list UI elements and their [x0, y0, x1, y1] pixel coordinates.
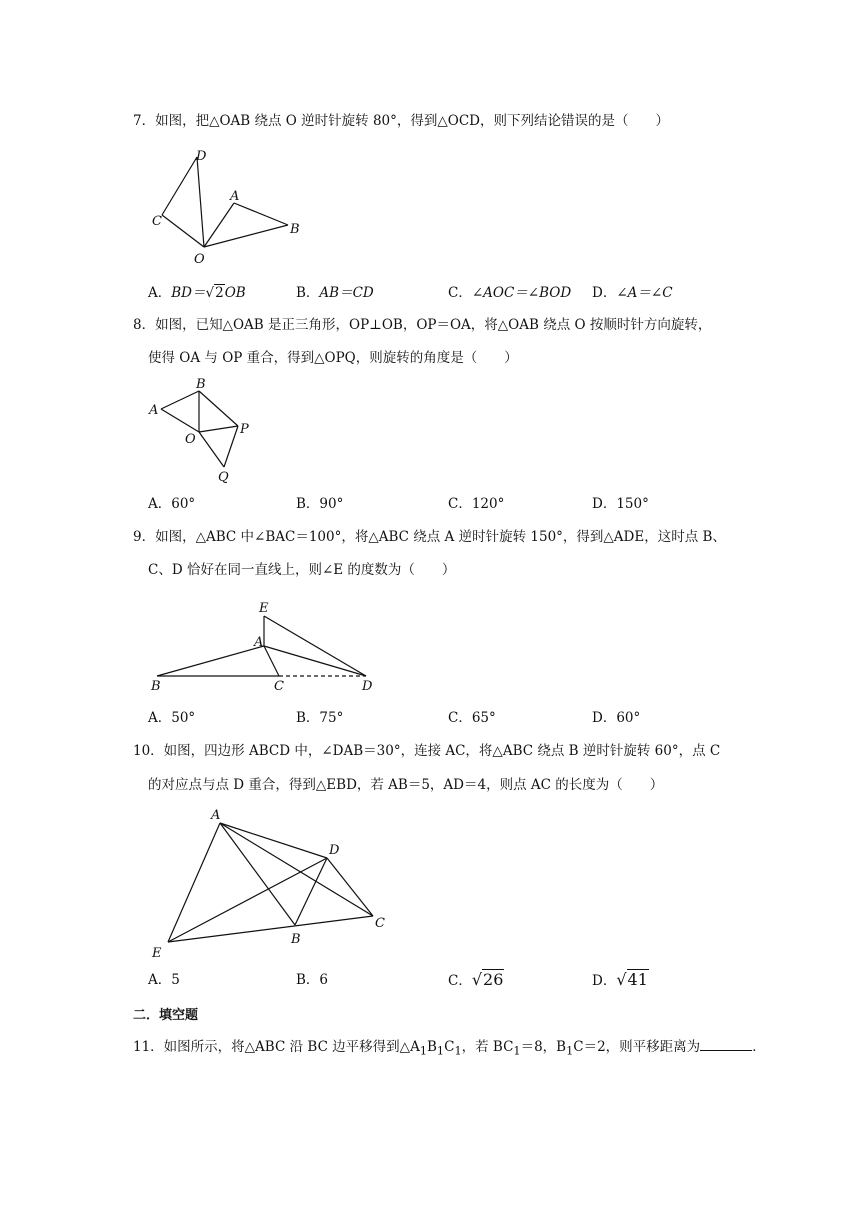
- q7-label-a: A: [230, 189, 240, 204]
- sqrt-icon: √2: [205, 285, 224, 301]
- q8-option-b: [296, 495, 343, 513]
- q11-mid3: ，若 BC: [461, 1039, 514, 1055]
- q9-label-c: C: [274, 679, 284, 694]
- q10-stem-line1: 10．如图，四边形 ABCD 中，∠DAB＝30°，连接 AC，将△ABC 绕点 B 逆时针旋转 60°，点 C: [133, 743, 721, 759]
- q8-option-a-text: 60°: [171, 496, 196, 512]
- q8-stem-line2: 使得 OA 与 OP 重合，得到△OPQ，则旋转的角度是（ ）: [148, 350, 518, 366]
- q9-option-b: [296, 709, 343, 727]
- q10-label-e: E: [152, 946, 162, 961]
- q9-option-d-text: 60°: [616, 710, 641, 726]
- q7-option-c: [448, 284, 571, 302]
- q9-option-c-text: 65°: [471, 710, 496, 726]
- q8-option-b-letter: B．: [296, 496, 320, 512]
- q10-option-c: [448, 971, 504, 990]
- q9-option-b-text: 75°: [319, 710, 344, 726]
- q10-option-d: [592, 971, 649, 990]
- q8-label-a: A: [149, 403, 159, 418]
- section-title: 二．填空题: [133, 1008, 199, 1023]
- q10-stem-line2: 的对应点与点 D 重合，得到△EBD，若 AB＝5，AD＝4，则点 AC 的长度为（ ）: [148, 777, 664, 793]
- q11-end: ．: [752, 1039, 766, 1055]
- q9-option-d: [592, 709, 640, 727]
- q8-option-c-letter: C．: [448, 496, 472, 512]
- q9-stem-line1: 9．如图，△ABC 中∠BAC＝100°，将△ABC 绕点 A 逆时针旋转 150°，得到△ADE，这时点 B、: [133, 529, 726, 545]
- q10-label-b: B: [291, 932, 301, 947]
- q11-sub3: 1: [454, 1044, 462, 1058]
- q8-option-d: [592, 495, 649, 513]
- q10-option-a-letter: A．: [148, 972, 172, 988]
- q7-figure: [145, 145, 315, 274]
- q11-mid4: ＝8，B: [520, 1039, 567, 1055]
- q10-figure: [145, 805, 395, 964]
- q7-stem: 7．如图，把△OAB 绕点 O 逆时针旋转 80°，得到△OCD，则下列结论错误的是（ ）: [133, 113, 669, 129]
- q8-option-a: [148, 495, 195, 513]
- q8-stem-line1: 8．如图，已知△OAB 是正三角形，OP⊥OB，OP＝OA，将△OAB 绕点 O 按顺时针方向旋转，: [133, 317, 712, 333]
- q11-sub1: 1: [419, 1044, 427, 1058]
- answer-blank[interactable]: [700, 1038, 752, 1051]
- q7-option-a-letter: A．: [148, 285, 172, 301]
- q10-label-a: A: [211, 808, 221, 823]
- q9-label-d: D: [362, 679, 373, 694]
- q8-option-c-text: 120°: [471, 496, 505, 512]
- q8-figure: [145, 375, 265, 489]
- q11-sub4: 1: [513, 1044, 521, 1058]
- q9-option-c-letter: C．: [448, 710, 472, 726]
- q10-option-d-radical: 41: [627, 970, 648, 989]
- q11-stem: [133, 1038, 766, 1061]
- q10-option-b-text: 6: [319, 972, 329, 988]
- q7-option-b: [296, 284, 374, 302]
- sqrt-icon: √26: [471, 970, 504, 989]
- q7-label-o: O: [194, 252, 205, 267]
- q8-option-d-letter: D．: [592, 496, 617, 512]
- q9-option-b-letter: B．: [296, 710, 320, 726]
- q9-option-d-letter: D．: [592, 710, 617, 726]
- q9-label-a: A: [254, 635, 264, 650]
- q9-option-a-text: 50°: [171, 710, 196, 726]
- q7-option-d: [592, 284, 673, 302]
- q7-option-c-text: ∠AOC＝∠BOD: [471, 285, 572, 301]
- q11-stem-pre: 11．如图所示，将△ABC 沿 BC 边平移得到△A: [133, 1039, 420, 1055]
- q8-label-b: B: [196, 377, 206, 392]
- q9-stem-line2: C、D 恰好在同一直线上，则∠E 的度数为（ ）: [148, 562, 456, 578]
- q11-mid2: C: [444, 1039, 455, 1055]
- q9-label-e: E: [259, 601, 269, 616]
- q9-option-c: [448, 709, 496, 727]
- q11-mid1: B: [427, 1039, 437, 1055]
- q9-figure: [145, 598, 395, 697]
- q8-option-c: [448, 495, 504, 513]
- q7-option-b-text: AB＝CD: [319, 285, 374, 301]
- q10-option-c-letter: C．: [448, 973, 472, 989]
- q7-label-c: C: [152, 214, 162, 229]
- q10-option-a-text: 5: [171, 972, 180, 988]
- q7-option-a: [148, 284, 246, 302]
- q8-label-o: O: [185, 432, 196, 447]
- q7-option-d-text: ∠A＝∠C: [616, 285, 673, 301]
- q8-option-b-text: 90°: [319, 496, 344, 512]
- q10-option-c-radical: 26: [483, 970, 504, 989]
- q10-label-c: C: [375, 916, 385, 931]
- q10-option-a: [148, 971, 180, 989]
- q8-label-q: Q: [218, 470, 229, 485]
- q10-label-d: D: [329, 843, 340, 858]
- q9-option-a: [148, 709, 195, 727]
- q10-option-b: [296, 971, 328, 989]
- q7-option-d-letter: D．: [592, 285, 617, 301]
- q11-sub2: 1: [436, 1044, 445, 1058]
- q11-mid5: C＝2，则平移距离为: [573, 1039, 701, 1055]
- q7-label-d: D: [196, 149, 207, 164]
- q9-option-a-letter: A．: [148, 710, 172, 726]
- q8-label-p: P: [240, 422, 249, 437]
- sqrt-icon: √41: [616, 970, 648, 989]
- q7-option-c-letter: C．: [448, 285, 472, 301]
- q8-option-d-text: 150°: [616, 496, 649, 512]
- q7-option-a-text: BD＝: [171, 285, 206, 301]
- q7-label-b: B: [290, 222, 300, 237]
- q7-option-a-tail: OB: [224, 285, 246, 301]
- q7-option-a-radical: 2: [215, 285, 224, 301]
- q9-label-b: B: [151, 679, 161, 694]
- q11-sub5: 1: [566, 1044, 574, 1058]
- q7-option-b-letter: B．: [296, 285, 320, 301]
- q10-option-d-letter: D．: [592, 973, 617, 989]
- q8-option-a-letter: A．: [148, 496, 172, 512]
- q10-option-b-letter: B．: [296, 972, 320, 988]
